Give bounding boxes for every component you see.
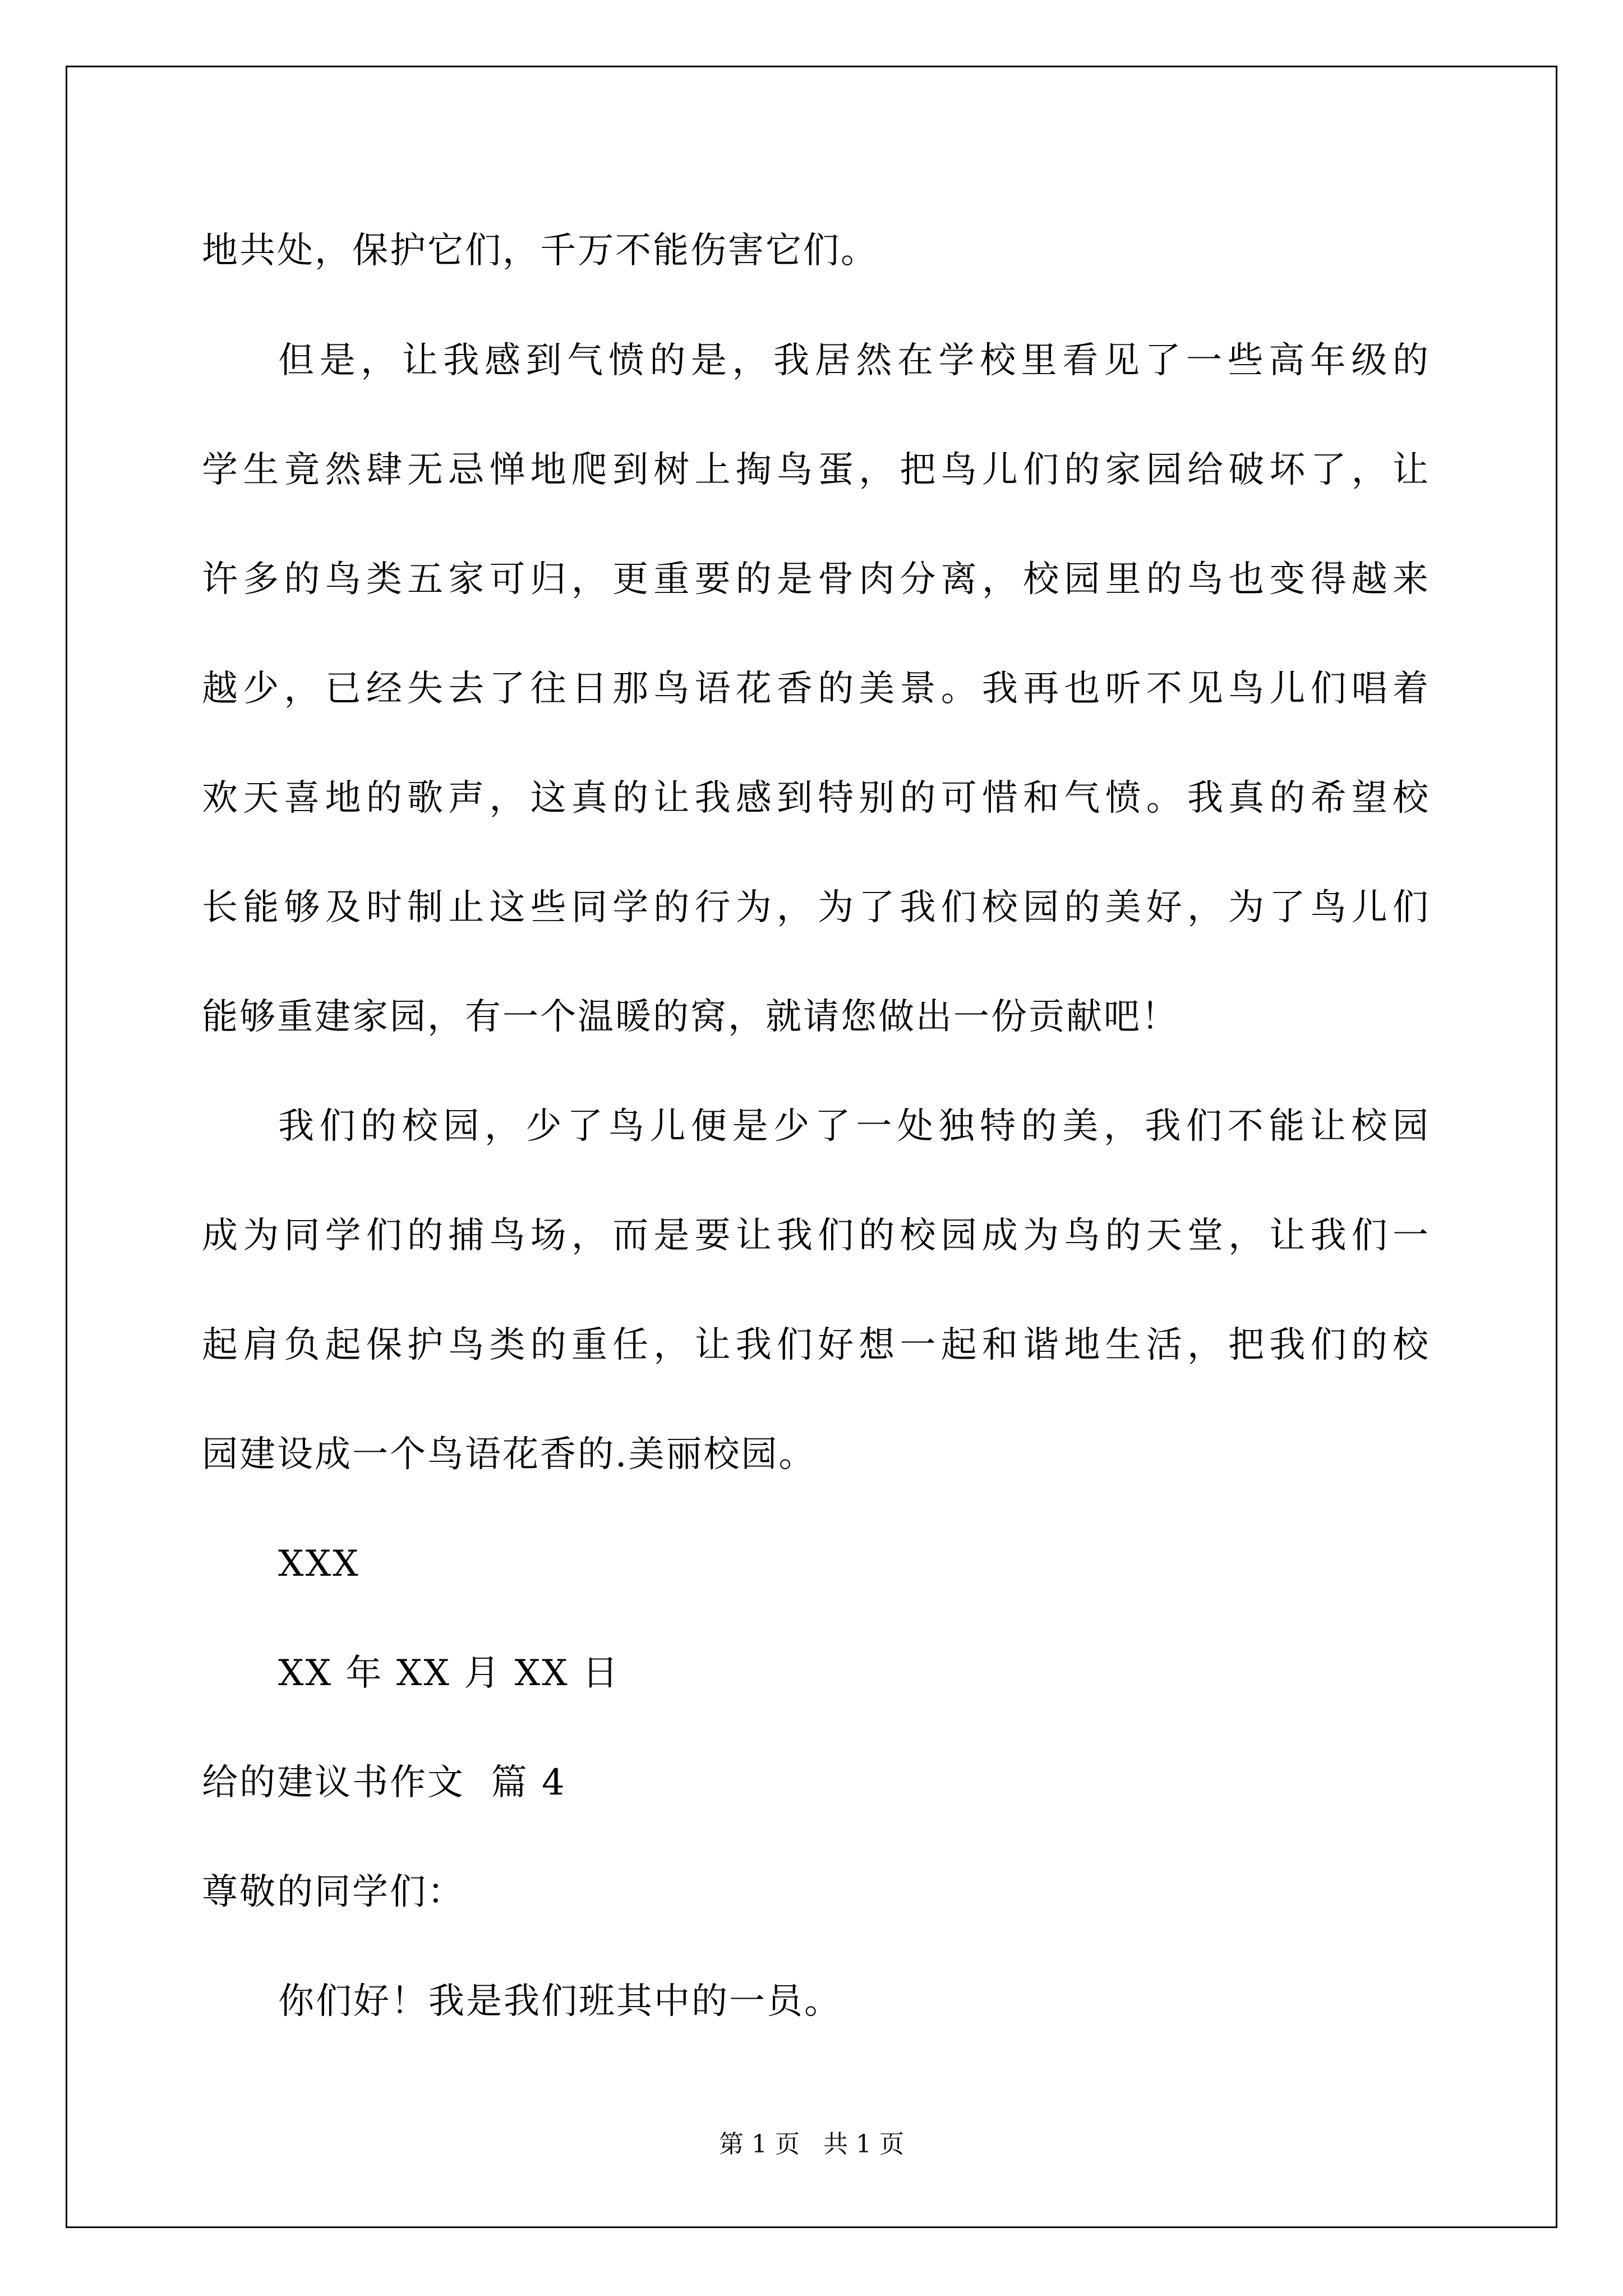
signature: XXX [278,1543,360,1585]
text-line: 起肩负起保护鸟类的重任，让我们好想一起和谐地生活，把我们的校 [202,1324,1430,1366]
text-line: 园建设成一个鸟语花香的.美丽校园。 [202,1434,817,1475]
text-line: 但是，让我感到气愤的是，我居然在学校里看见了一些高年级的 [278,340,1430,381]
text-line: 能够重建家园，有一个温暖的窝，就请您做出一份贡献吧！ [202,996,1179,1038]
date-line: XX 年 XX 月 XX 日 [278,1653,620,1694]
text-line: 你们好！我是我们班其中的一员。 [278,1981,842,2022]
text-line: 越少，已经失去了往日那鸟语花香的美景。我再也听不见鸟儿们唱着 [202,668,1430,710]
salutation: 尊敬的同学们： [202,1871,465,1913]
text-line: 成为同学们的捕鸟场，而是要让我们的校园成为鸟的天堂，让我们一 [202,1215,1430,1257]
text-line: 地共处，保护它们，千万不能伤害它们。 [202,230,878,272]
section-heading: 给的建议书作文 篇 4 [202,1762,566,1803]
text-line: 学生竟然肆无忌惮地爬到树上掏鸟蛋，把鸟儿们的家园给破坏了，让 [202,449,1430,491]
text-line: 欢天喜地的歌声，这真的让我感到特别的可惜和气愤。我真的希望校 [202,777,1430,819]
text-line: 我们的校园，少了鸟儿便是少了一处独特的美，我们不能让校园 [278,1106,1430,1147]
page-footer: 第 1 页 共 1 页 [719,2130,904,2159]
text-line: 许多的鸟类五家可归，更重要的是骨肉分离，校园里的鸟也变得越来 [202,559,1430,600]
text-line: 长能够及时制止这些同学的行为，为了我们校园的美好，为了鸟儿们 [202,887,1430,928]
